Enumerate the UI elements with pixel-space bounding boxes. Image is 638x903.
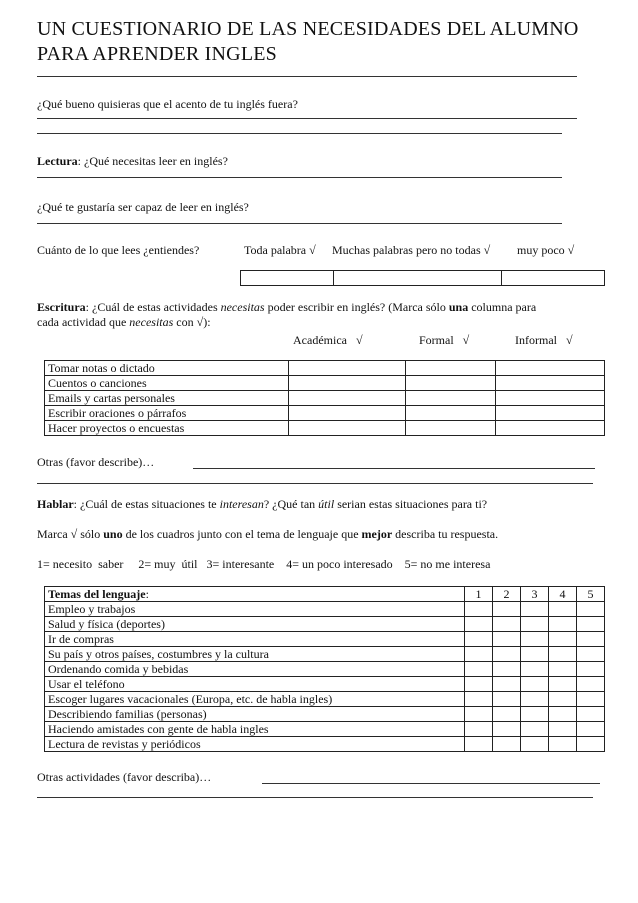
table-row — [45, 677, 605, 692]
understand-option-2 — [332, 243, 490, 257]
rating-cell-3[interactable] — [521, 662, 549, 677]
rating-cell-1[interactable] — [465, 707, 493, 722]
rating-cell-5[interactable] — [577, 737, 605, 752]
hablar-label: Hablar — [37, 497, 74, 511]
table-row — [45, 391, 605, 406]
escritura-question-2 — [37, 315, 211, 329]
answer-cell-formal[interactable] — [406, 361, 496, 376]
rating-cell-4[interactable] — [549, 692, 577, 707]
hablar-q-part: ? ¿Qué tan — [263, 497, 319, 511]
hablar-question — [37, 497, 487, 511]
table-row — [45, 617, 605, 632]
answer-cell-academica[interactable] — [289, 421, 406, 436]
table-row — [45, 406, 605, 421]
escritura-others-line-1[interactable] — [193, 468, 595, 469]
rating-cell-5[interactable] — [577, 647, 605, 662]
rating-cell-5[interactable] — [577, 692, 605, 707]
hablar-q-emph: útil — [318, 497, 335, 511]
check-mark-icon: √ — [567, 243, 575, 257]
understand-option-1-label: Toda palabra — [244, 243, 307, 257]
escritura-q-part: columna para — [468, 300, 537, 314]
rating-cell-5[interactable] — [577, 707, 605, 722]
table-row — [45, 707, 605, 722]
rating-cell-3[interactable] — [521, 722, 549, 737]
accent-question: ¿Qué bueno quisieras que el acento de tu inglés fuera? — [37, 97, 298, 111]
hablar-table — [44, 586, 605, 752]
table-row — [45, 376, 605, 391]
rating-cell-2[interactable] — [493, 737, 521, 752]
understand-cell-3[interactable] — [502, 271, 605, 286]
rating-cell-4[interactable] — [549, 617, 577, 632]
rating-cell-2[interactable] — [493, 707, 521, 722]
rating-cell-1[interactable] — [465, 722, 493, 737]
rating-cell-3[interactable] — [521, 602, 549, 617]
understand-cell-2[interactable] — [334, 271, 502, 286]
check-mark-icon: √ — [309, 243, 316, 257]
hablar-q-part: serian estas situaciones para ti? — [334, 497, 488, 511]
escritura-label: Escritura — [37, 300, 86, 314]
escritura-table — [44, 360, 605, 436]
hablar-others-line-1[interactable] — [262, 783, 600, 784]
rating-cell-1[interactable] — [465, 692, 493, 707]
escritura-others-line-2[interactable] — [37, 483, 593, 484]
rating-cell-4[interactable] — [549, 722, 577, 737]
rating-scale: 1= necesito saber 2= muy útil 3= interesante 4= un poco interesado 5= no me interesa — [37, 557, 491, 571]
rating-cell-2[interactable] — [493, 722, 521, 737]
table-row — [45, 692, 605, 707]
escritura-question — [37, 300, 536, 314]
column-informal — [515, 333, 573, 347]
table-row — [45, 722, 605, 737]
hablar-instr-part: Marca √ sólo — [37, 527, 104, 541]
hablar-others-line-2[interactable] — [37, 797, 593, 798]
hablar-q-emph: interesan — [219, 497, 264, 511]
topic-label: Usar el teléfono — [45, 677, 465, 692]
lectura-question-text: : ¿Qué necesitas leer en inglés? — [77, 154, 228, 168]
rating-cell-3[interactable] — [521, 617, 549, 632]
understand-option-3 — [517, 243, 574, 257]
document-title-line2: PARA APRENDER INGLES — [37, 43, 277, 65]
answer-cell-formal[interactable] — [406, 421, 496, 436]
rating-cell-2[interactable] — [493, 647, 521, 662]
answer-cell-academica[interactable] — [289, 406, 406, 421]
rating-cell-5[interactable] — [577, 722, 605, 737]
escritura-q-emph: necesitas — [220, 300, 265, 314]
answer-cell-formal[interactable] — [406, 376, 496, 391]
rating-cell-4[interactable] — [549, 647, 577, 662]
column-academica — [293, 333, 363, 347]
table-header-colon: : — [145, 587, 149, 601]
topic-label: Describiendo familias (personas) — [45, 707, 465, 722]
answer-cell-academica[interactable] — [289, 376, 406, 391]
table-header-label: Temas del lenguaje — [48, 587, 146, 601]
lectura-answer-line-1[interactable] — [37, 177, 562, 178]
activity-label: Cuentos o canciones — [45, 376, 289, 391]
hablar-q-part: : ¿Cuál de estas situaciones te — [73, 497, 220, 511]
answer-cell-informal[interactable] — [496, 391, 605, 406]
escritura-q2-part: cada actividad que — [37, 315, 130, 329]
rating-cell-2[interactable] — [493, 602, 521, 617]
column-formal — [419, 333, 469, 347]
rating-cell-5[interactable] — [577, 632, 605, 647]
document-title-line1: UN CUESTIONARIO DE LAS NECESIDADES DEL ALUMNO — [37, 18, 579, 40]
answer-cell-formal[interactable] — [406, 391, 496, 406]
rating-cell-3[interactable] — [521, 707, 549, 722]
activity-label: Hacer proyectos o encuestas — [45, 421, 289, 436]
understand-option-2-label: Muchas palabras pero no todas — [332, 243, 481, 257]
activity-label: Tomar notas o dictado — [45, 361, 289, 376]
escritura-q-part: : ¿Cuál de estas actividades — [85, 300, 221, 314]
rating-cell-2[interactable] — [493, 692, 521, 707]
check-mark-icon: √ — [565, 333, 573, 347]
hablar-instr-part: de los cuadros junto con el tema de lenguaje que — [122, 527, 362, 541]
topic-label: Lectura de revistas y periódicos — [45, 737, 465, 752]
rating-cell-3[interactable] — [521, 692, 549, 707]
rating-header-3: 3 — [521, 587, 549, 602]
topic-label: Su país y otros países, costumbres y la cultura — [45, 647, 465, 662]
rating-cell-3[interactable] — [521, 647, 549, 662]
check-mark-icon: √ — [462, 333, 470, 347]
escritura-q-bold: una — [448, 300, 469, 314]
topic-label: Haciendo amistades con gente de habla ingles — [45, 722, 465, 737]
activity-label: Escribir oraciones o párrafos — [45, 406, 289, 421]
rating-cell-4[interactable] — [549, 707, 577, 722]
accent-answer-line-1[interactable] — [37, 118, 577, 119]
answer-cell-formal[interactable] — [406, 406, 496, 421]
rating-cell-4[interactable] — [549, 662, 577, 677]
hablar-instr-part: describa tu respuesta. — [392, 527, 499, 541]
table-header-topics — [45, 587, 465, 602]
rating-cell-5[interactable] — [577, 617, 605, 632]
column-academica-label: Académica — [293, 333, 347, 347]
rating-cell-1[interactable] — [465, 737, 493, 752]
table-row — [45, 632, 605, 647]
lectura-question — [37, 154, 228, 168]
rating-cell-3[interactable] — [521, 677, 549, 692]
rating-cell-1[interactable] — [465, 677, 493, 692]
topic-label: Empleo y trabajos — [45, 602, 465, 617]
hablar-instruction — [37, 527, 498, 541]
table-row — [45, 737, 605, 752]
rating-header-5: 5 — [577, 587, 605, 602]
rating-cell-5[interactable] — [577, 602, 605, 617]
rating-cell-5[interactable] — [577, 677, 605, 692]
title-answer-line[interactable] — [37, 76, 577, 77]
table-row — [45, 647, 605, 662]
escritura-q2-part: con √): — [173, 315, 211, 329]
rating-cell-4[interactable] — [549, 602, 577, 617]
hablar-instr-bold: uno — [103, 527, 123, 541]
column-formal-label: Formal — [419, 333, 454, 347]
answer-cell-informal[interactable] — [496, 376, 605, 391]
escritura-others: Otras (favor describe)… — [37, 455, 155, 469]
rating-cell-1[interactable] — [465, 647, 493, 662]
answer-cell-informal[interactable] — [496, 361, 605, 376]
escritura-q2-emph: necesitas — [129, 315, 174, 329]
rating-cell-4[interactable] — [549, 632, 577, 647]
rating-header-2: 2 — [493, 587, 521, 602]
rating-cell-1[interactable] — [465, 662, 493, 677]
answer-cell-informal[interactable] — [496, 406, 605, 421]
understand-question: Cuánto de lo que lees ¿entiendes? — [37, 243, 200, 257]
table-row — [45, 361, 605, 376]
table-row — [45, 602, 605, 617]
topic-label: Salud y física (deportes) — [45, 617, 465, 632]
rating-header-1: 1 — [465, 587, 493, 602]
understand-answer-table — [240, 270, 605, 286]
check-mark-icon: √ — [483, 243, 491, 257]
accent-answer-line-2[interactable] — [37, 133, 562, 134]
understand-option-3-label: muy poco — [517, 243, 565, 257]
rating-cell-2[interactable] — [493, 662, 521, 677]
answer-cell-academica[interactable] — [289, 391, 406, 406]
table-row — [45, 662, 605, 677]
rating-cell-2[interactable] — [493, 677, 521, 692]
rating-cell-3[interactable] — [521, 737, 549, 752]
topic-label: Ordenando comida y bebidas — [45, 662, 465, 677]
rating-header-4: 4 — [549, 587, 577, 602]
answer-cell-informal[interactable] — [496, 421, 605, 436]
answer-cell-academica[interactable] — [289, 361, 406, 376]
rating-cell-3[interactable] — [521, 632, 549, 647]
rating-cell-1[interactable] — [465, 632, 493, 647]
rating-cell-4[interactable] — [549, 737, 577, 752]
lectura-label: Lectura — [37, 154, 78, 168]
hablar-instr-bold: mejor — [361, 527, 393, 541]
activity-label: Emails y cartas personales — [45, 391, 289, 406]
escritura-q-part: poder escribir en inglés? (Marca sólo — [264, 300, 449, 314]
topic-label: Escoger lugares vacacionales (Europa, etc. de habla ingles) — [45, 692, 465, 707]
hablar-others: Otras actividades (favor describa)… — [37, 770, 212, 784]
table-row — [45, 421, 605, 436]
rating-cell-4[interactable] — [549, 677, 577, 692]
understand-option-1 — [244, 243, 316, 257]
rating-cell-1[interactable] — [465, 602, 493, 617]
check-mark-icon: √ — [355, 333, 363, 347]
column-informal-label: Informal — [515, 333, 557, 347]
rating-cell-5[interactable] — [577, 662, 605, 677]
understand-cell-1[interactable] — [241, 271, 334, 286]
topic-label: Ir de compras — [45, 632, 465, 647]
lectura-question-2: ¿Qué te gustaría ser capaz de leer en inglés? — [37, 200, 249, 214]
rating-cell-2[interactable] — [493, 617, 521, 632]
lectura-answer-line-2[interactable] — [37, 223, 562, 224]
rating-cell-2[interactable] — [493, 632, 521, 647]
rating-cell-1[interactable] — [465, 617, 493, 632]
